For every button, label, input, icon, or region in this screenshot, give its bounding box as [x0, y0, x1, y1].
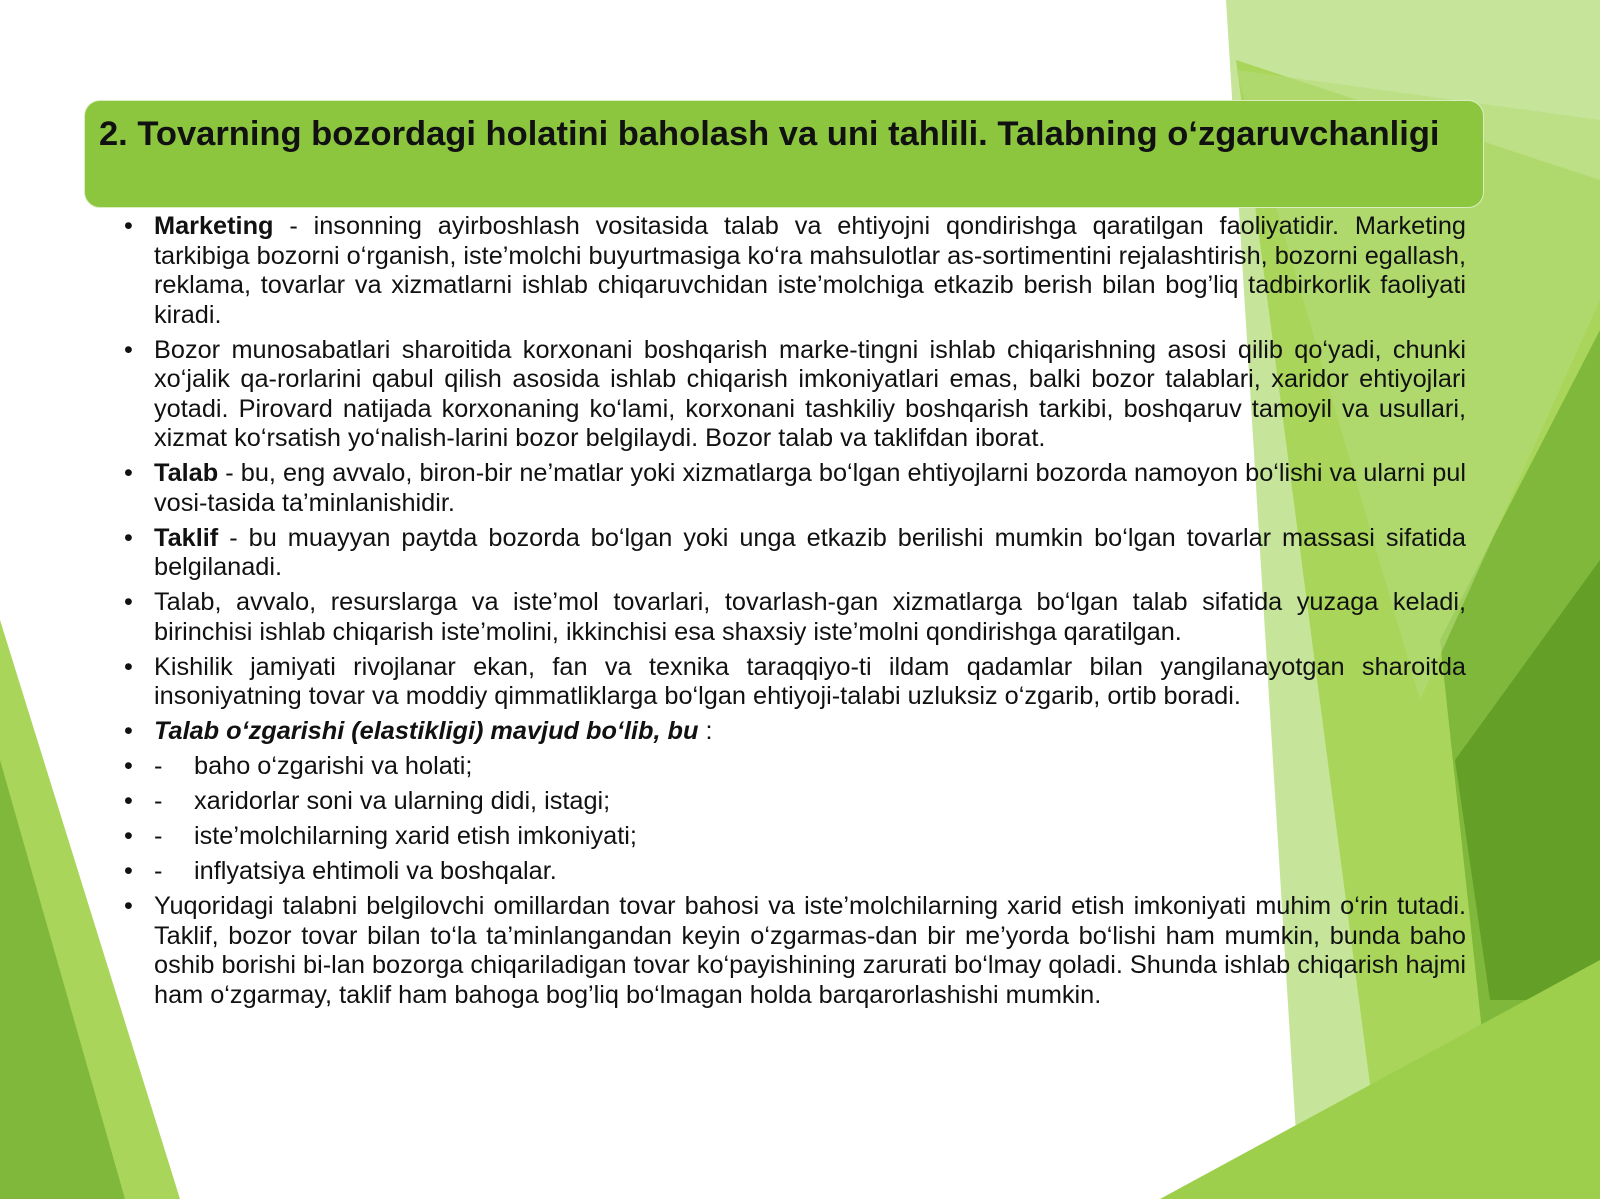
- bullet-marker: •: [124, 857, 133, 885]
- bullet-marker: •: [124, 787, 133, 815]
- bullet-text: - bu, eng avvalo, biron-bir ne’matlar yoki xizmatlarga bo‘lgan ehtiyojlarni bozorda namoyon bo‘lishi va ularni pul vosi-tasida ta’minlanishidir.: [154, 459, 1466, 517]
- bullet-item: [124, 892, 1466, 1010]
- bullet-text: xaridorlar soni va ularning didi, istagi;: [194, 787, 611, 815]
- bullet-marker: •: [124, 459, 133, 487]
- slide-title-banner: [84, 100, 1484, 208]
- dash-marker: -: [154, 857, 163, 885]
- slide-title: 2. Tovarning bozordagi holatini baholash va uni tahlili. Talabning o‘zgaruvchanligi: [99, 115, 1440, 153]
- bullet-item: [124, 588, 1466, 647]
- bullet-item: [124, 653, 1466, 712]
- bullet-marker: •: [124, 335, 133, 364]
- bullet-marker: •: [124, 652, 133, 681]
- dash-marker: -: [154, 822, 163, 850]
- term-bold: Taklif: [154, 523, 219, 552]
- bullet-item: [124, 212, 1466, 330]
- bullet-text: Bozor munosabatlari sharoitida korxonani boshqarish marke-tingni ishlab chiqarishning asosi qilib qo‘yadi, chunki xo‘jalik qa-rorlarini qabul qilish asosida ishlab chiqarish imkoniyatlari emas, balki bozor talablari, xaridor ehtiyojlari yotadi. Pirovard natijada korxonaning ko‘lami, korxonani tashkiliy boshqarish tarkibi, boshqaruv tamoyil va usullari, xizmat ko‘rsatish yo‘nalish-larini bozor belgilaydi. Bozor talab va taklifdan iborat.: [154, 335, 1466, 452]
- bullet-text: :: [698, 717, 713, 745]
- bullet-item: [124, 822, 1466, 852]
- bullet-item: [124, 787, 1466, 817]
- bullet-marker: •: [124, 523, 133, 552]
- bullet-marker: •: [124, 588, 133, 616]
- bullet-text: Talab, avvalo, resurslarga va iste’mol tovarlari, tovarlash-gan xizmatlarga bo‘lgan talab sifatida yuzaga keladi, birinchisi ishlab chiqarish iste’molini, ikkinchisi esa shaxsiy iste’molni qondirishga qaratilgan.: [154, 588, 1466, 646]
- bullet-item: [124, 857, 1466, 887]
- bullet-text: Kishilik jamiyati rivojlanar ekan, fan va texnika taraqqiyo-ti ildam qadamlar bilan yangilanayotgan sharoitda insoniyatning tovar va moddiy qimmatliklarga bo‘lgan ehtiyoji-talabi uzluksiz o‘zgarib, ortib boradi.: [154, 652, 1466, 710]
- bullet-text: iste’molchilarning xarid etish imkoniyati;: [194, 822, 637, 850]
- bullet-marker: •: [124, 752, 133, 780]
- dash-marker: -: [154, 787, 163, 815]
- bullet-marker: •: [124, 892, 133, 920]
- slide-body: [124, 212, 1466, 1016]
- heading-bold-italic: Talab o‘zgarishi (elastikligi) mavjud bo‘lib, bu: [154, 717, 699, 745]
- bullet-item: [124, 459, 1466, 518]
- bullet-text: Yuqoridagi talabni belgilovchi omillardan tovar bahosi va iste’molchilarning xarid etish imkoniyati muhim o‘rin tutadi. Taklif, bozor tovar bilan to‘la ta’minlangandan keyin o‘zgarmas-dan bir me’yorda bo‘lishi ham mumkin, bunda baho oshib borishi bi-lan bozorga chiqariladigan tovar ko‘payishining zarurati bo‘lmay qoladi. Shunda ishlab chiqarish hajmi ham o‘zgarmay, taklif ham bahoga bog’liq bo‘lmagan holda barqarorlashishi mumkin.: [154, 892, 1466, 1009]
- term-bold: Talab: [154, 459, 219, 487]
- bullet-text: - insonning ayirboshlash vositasida talab va ehtiyojni qondirishga qaratilgan faoliyatidir. Marketing tarkibiga bozorni o‘rganish, iste’molchi buyurtmasiga ko‘ra mahsulotlar as-sortimentini rejalashtirish, bozorni egallash, reklama, tovarlar va xizmatlarni ishlab chiqaruvchidan iste’molchiga etkazib berish bilan bog’liq tadbirkorlik faoliyati kiradi.: [154, 212, 1466, 329]
- bullet-marker: •: [124, 822, 133, 850]
- bullet-marker: •: [124, 717, 133, 745]
- bullet-list: [124, 212, 1466, 1010]
- bullet-item: [124, 336, 1466, 454]
- dash-marker: -: [154, 752, 163, 780]
- bullet-text: inflyatsiya ehtimoli va boshqalar.: [194, 857, 557, 885]
- bullet-text: baho o‘zgarishi va holati;: [194, 752, 473, 780]
- bullet-item: [124, 752, 1466, 782]
- bullet-marker: •: [124, 212, 133, 240]
- bullet-item: [124, 524, 1466, 583]
- bullet-item: [124, 717, 1466, 747]
- bullet-text: - bu muayyan paytda bozorda bo‘lgan yoki unga etkazib berilishi mumkin bo‘lgan tovarlar massasi sifatida belgilanadi.: [154, 523, 1466, 581]
- term-bold: Marketing: [154, 212, 274, 240]
